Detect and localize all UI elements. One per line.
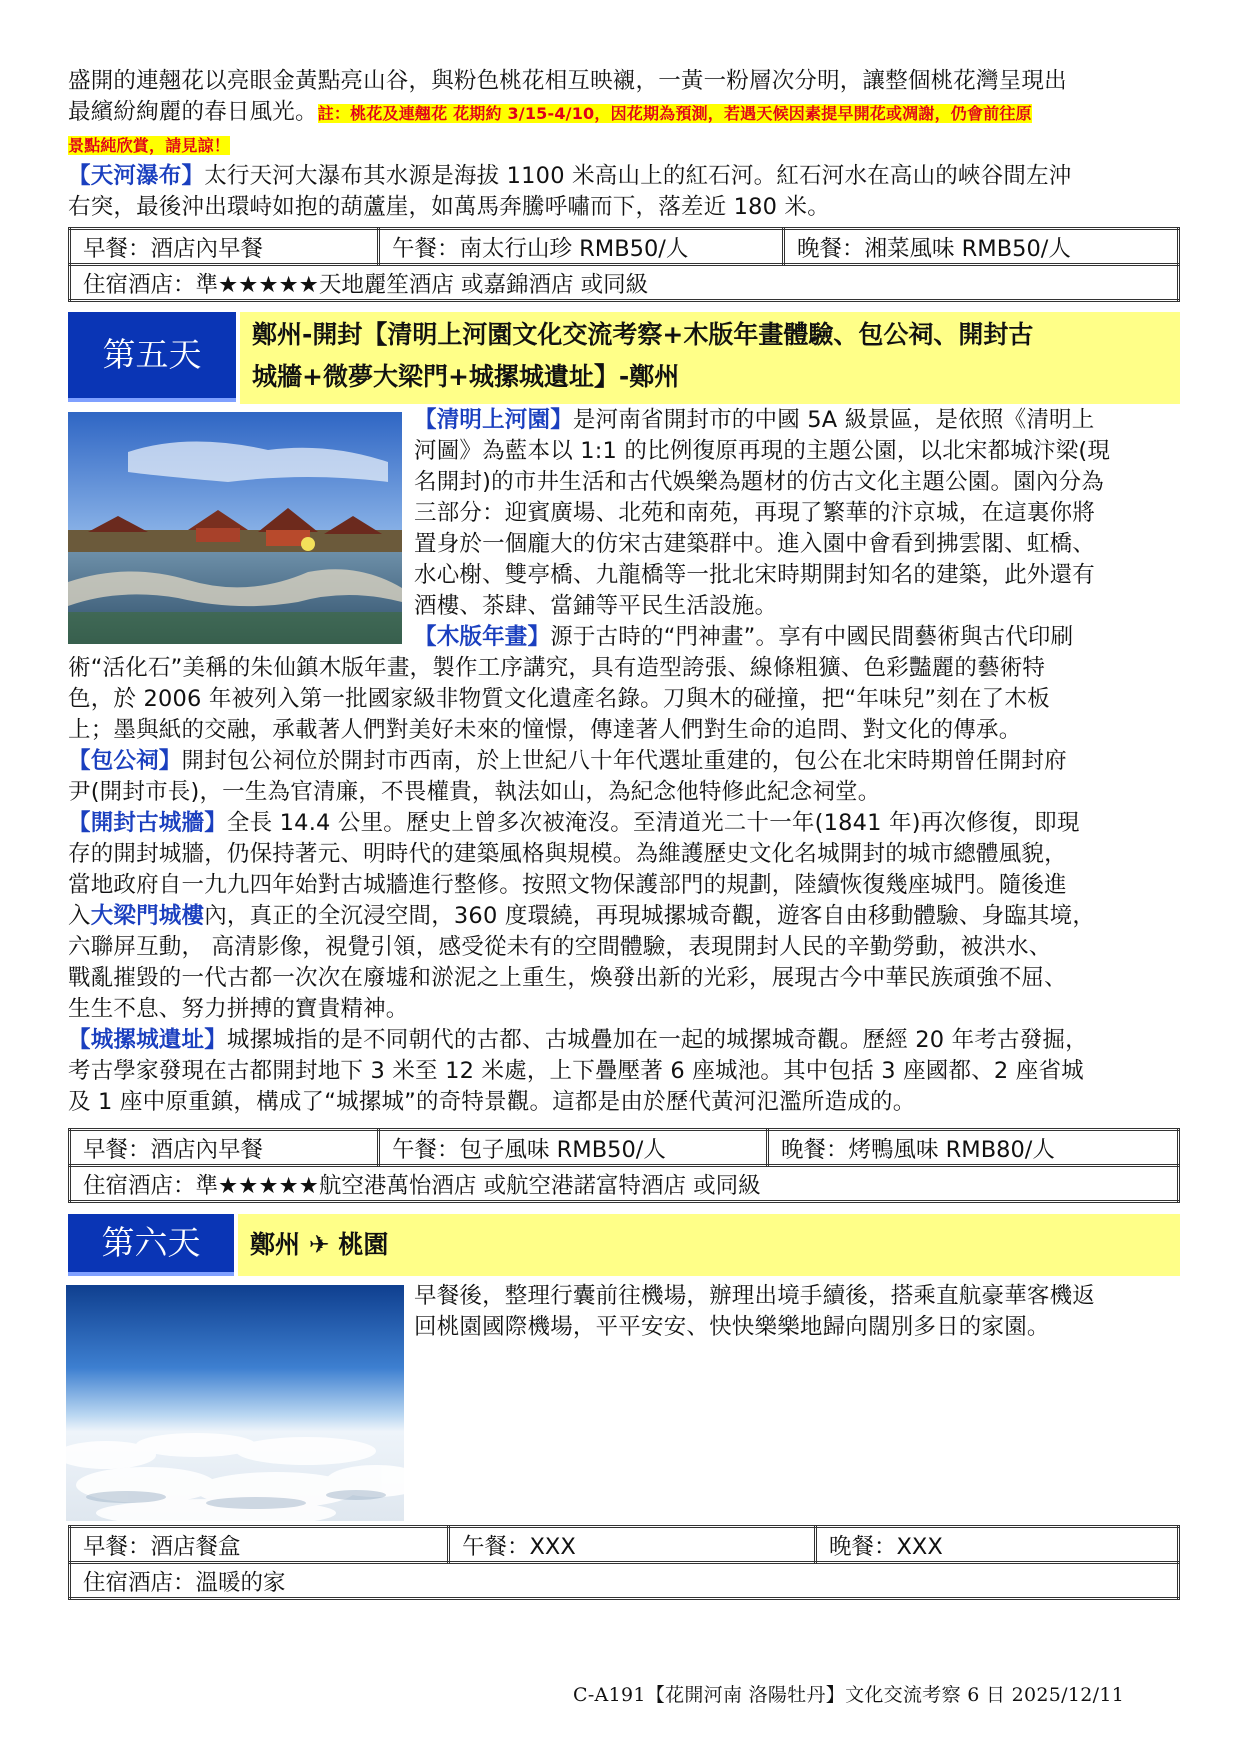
page-footer: C-A191【花開河南 洛陽牡丹】文化交流考察 6 日 2025/12/11 (573, 1684, 1125, 1706)
day5-dinner: 晚餐：烤鴨風味 RMB80/人 (768, 1130, 1179, 1166)
baogong-line-2: 尹(開封市長)，一生為官清廉，不畏權貴，執法如山，為紀念他特修此紀念祠堂。 (68, 779, 881, 805)
qingming-line-5: 置身於一個龐大的仿宋古建築群中。進入園中會看到拂雲閣、虹橋、 (414, 531, 1096, 557)
day4-hotel: 住宿酒店：準★★★★★天地麗笙酒店 或嘉錦酒店 或同級 (70, 265, 1179, 301)
chengluo-text-1: 城摞城指的是不同朝代的古都、古城疊加在一起的城摞城奇觀。歷經 20 年考古發掘， (226, 1027, 1088, 1053)
tianhe-line-2: 右突，最後沖出環峙如抱的葫蘆崖，如萬馬奔騰呼嘯而下，落差近 180 米。 (68, 194, 830, 220)
day6-hotel: 住宿酒店：溫暖的家 (70, 1563, 1179, 1599)
day5-hotel: 住宿酒店：準★★★★★航空港萬怡酒店 或航空港諾富特酒店 或同級 (70, 1166, 1179, 1202)
muban-text-0: 源于古時的“門神畫”。享有中國民間藝術與古代印刷 (550, 624, 1074, 650)
qingming-line-6: 水心榭、雙亭橋、九龍橋等一批北宋時期開封知名的建築，此外還有 (414, 562, 1096, 588)
day5-body (68, 653, 1188, 1118)
citywall-line-7: 生生不息、努力拼搏的寶貴精神。 (68, 996, 409, 1022)
day6-line-2: 回桃園國際機場，平平安安、快快樂樂地歸向闊別多日的家園。 (414, 1314, 1050, 1340)
day5-label: 第五天 (68, 312, 236, 402)
chengluo-line-2: 考古學家發現在古都開封地下 3 米至 12 米處，上下疊壓著 6 座城池。其中包括 3 座國都、2 座省城 (68, 1058, 1084, 1084)
qingming-line-1 (414, 405, 1188, 436)
citywall-text-1: 全長 14.4 公里。歷史上曾多次被淹沒。至清道光二十一年(1841 年)再次修復，即現 (226, 810, 1080, 836)
daliangmen-keyword: 大梁門城樓 (90, 903, 205, 929)
muban-keyword: 【木版年畫】 (414, 624, 551, 650)
day5-lunch: 午餐：包子風味 RMB50/人 (379, 1130, 768, 1166)
day4-meal-table (68, 227, 1180, 302)
muban-line-2: 術“活化石”美稱的朱仙鎮木版年畫，製作工序講究，具有造型誇張、線條粗獷、色彩豔麗的藝術特 (68, 655, 1046, 681)
flower-season-note-cont: 景點純欣賞，請見諒！ (68, 136, 231, 155)
sky-clouds-photo (66, 1285, 404, 1521)
chengluo-keyword: 【城摞城遺址】 (68, 1027, 227, 1053)
tianhe-line-1 (68, 161, 1188, 192)
muban-line-3: 色，於 2006 年被列入第一批國家級非物質文化遺產名錄。刀與木的碰撞，把“年味兒”刻在了木板 (68, 686, 1050, 712)
intro-paragraph (68, 66, 1188, 223)
day5-title-line-2: 城牆+微夢大梁門+城摞城遺址】-鄭州 (252, 362, 680, 391)
day4-breakfast: 早餐：酒店內早餐 (70, 229, 379, 265)
day6-title: 鄭州 ✈ 桃園 (238, 1214, 1180, 1276)
day5-breakfast: 早餐：酒店內早餐 (70, 1130, 379, 1166)
qingming-paragraph (414, 405, 1188, 653)
baogong-text-1: 開封包公祠位於開封市西南，於上世紀八十年代選址重建的，包公在北宋時期曾任開封府 (181, 748, 1067, 774)
qingming-text-0: 是河南省開封市的中國 5A 級景區，是依照《清明上 (572, 407, 1095, 433)
day5-title (240, 312, 1180, 404)
citywall-pre: 入 (68, 903, 91, 929)
intro-line-3 (68, 129, 1188, 161)
intro-line-1: 盛開的連翹花以亮眼金黃點亮山谷，與粉色桃花相互映襯，一黃一粉層次分明，讓整個桃花灣呈現出 (68, 68, 1067, 94)
citywall-post: 內，真正的全沉浸空間，360 度環繞，再現城摞城奇觀，遊客自由移動體驗、身臨其境， (204, 903, 1096, 929)
day4-dinner: 晚餐：湘菜風味 RMB50/人 (784, 229, 1179, 265)
day5-title-line-1: 鄭州-開封【清明上河園文化交流考察+木版年畫體驗、包公祠、開封古 (252, 320, 1034, 349)
qingming-line-2: 河圖》為藍本以 1:1 的比例復原再現的主題公園，以北宋都城汴梁(現 (414, 438, 1111, 464)
day6-lunch: 午餐：XXX (449, 1527, 816, 1563)
qingming-line-3: 名開封)的市井生活和古代娛樂為題材的仿古文化主題公園。園內分為 (414, 469, 1104, 495)
baogong-keyword: 【包公祠】 (68, 748, 182, 774)
flower-season-note: 註：桃花及連翹花 花期約 3/15-4/10，因花期為預測，若遇天候因素提早開花或凋謝，仍會前往原 (317, 104, 1032, 123)
qingming-keyword: 【清明上河園】 (414, 407, 573, 433)
qingming-park-photo (68, 412, 402, 644)
chengluo-line-1 (68, 1025, 1188, 1056)
sky-clouds-illustration (66, 1285, 404, 1521)
tianhe-text-1: 太行天河大瀑布其水源是海拔 1100 米高山上的紅石河。紅石河水在高山的峽谷間左沖 (204, 163, 1072, 189)
citywall-line-3: 當地政府自一九九四年始對古城牆進行整修。按照文物保護部門的規劃，陸續恢復幾座城門。隨後進 (68, 872, 1067, 898)
citywall-keyword: 【開封古城牆】 (68, 810, 227, 836)
muban-line-4: 上；墨與紙的交融，承載著人們對美好未來的憧憬，傳達著人們對生命的追問、對文化的傳承。 (68, 717, 1022, 743)
day6-dinner: 晚餐：XXX (816, 1527, 1179, 1563)
chengluo-line-3: 及 1 座中原重鎮，構成了“城摞城”的奇特景觀。這都是由於歷代黃河氾濫所造成的。 (68, 1089, 916, 1115)
citywall-line-6: 戰亂摧毀的一代古都一次次在廢墟和淤泥之上重生，煥發出新的光彩，展現古今中華民族頑強不屈、 (68, 965, 1067, 991)
day6-meal-table (68, 1525, 1180, 1600)
citywall-line-4 (68, 901, 1188, 932)
citywall-line-2: 存的開封城牆，仍保持著元、明時代的建築風格與規模。為維護歷史文化名城開封的城市總體風貌， (68, 841, 1067, 867)
day5-meal-table (68, 1128, 1180, 1203)
qingming-line-7: 酒樓、茶肆、當鋪等平民生活設施。 (414, 593, 778, 619)
qingming-line-4: 三部分：迎賓廣場、北苑和南苑，再現了繁華的汴京城，在這裏你將 (414, 500, 1096, 526)
baogong-line-1 (68, 746, 1188, 777)
day6-breakfast: 早餐：酒店餐盒 (70, 1527, 449, 1563)
muban-line-1 (414, 622, 1188, 653)
day6-paragraph (414, 1281, 1188, 1343)
citywall-line-5: 六聯屏互動， 高清影像，視覺引領，感受從未有的空間體驗，表現開封人民的辛勤勞動，被洪水、 (68, 934, 1052, 960)
intro-line-2 (68, 97, 1188, 129)
day6-label: 第六天 (68, 1214, 234, 1276)
intro-line-2-text: 最繽紛絢麗的春日風光。 (68, 99, 318, 125)
tianhe-keyword: 【天河瀑布】 (68, 163, 205, 189)
qingming-park-illustration (68, 412, 402, 644)
day6-header (68, 1214, 1180, 1276)
day4-lunch: 午餐：南太行山珍 RMB50/人 (379, 229, 784, 265)
day6-line-1: 早餐後，整理行囊前往機場，辦理出境手續後，搭乘直航豪華客機返 (414, 1283, 1096, 1309)
citywall-line-1 (68, 808, 1188, 839)
day5-header (68, 312, 1180, 402)
